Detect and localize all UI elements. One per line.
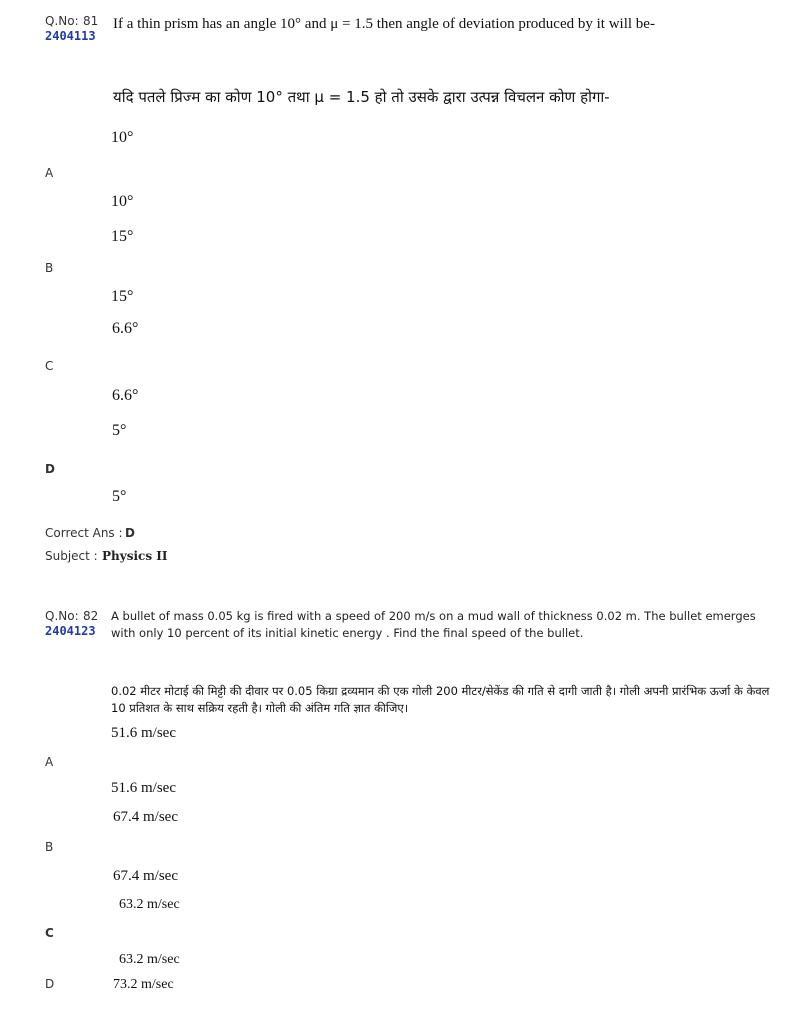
option-c-label: C bbox=[45, 359, 54, 373]
option-b-label: B bbox=[45, 840, 54, 854]
question-text-en: A bullet of mass 0.05 kg is fired with a speed of 200 m/s on a mud wall of thickness 0.02 m. The bullet emerges with only 10 percent of its initial kinetic energy . Find the final speed of the bullet. bbox=[111, 609, 756, 640]
option-c-hi: 63.2 m/sec bbox=[119, 952, 180, 967]
correct-answer-label: Correct Ans : bbox=[45, 526, 123, 540]
question-text-hi: 0.02 मीटर मोटाई की मिट्टी की दीवार पर 0.05 किग्रा द्रव्यमान की एक गोली 200 मीटर/सेकेंड की गति से दागी जाती है। गोली अपनी प्रारंभिक ऊर्जा के केवल 10 प्रतिशत के साथ सक्रिय रहती है। गोली की अंतिम गति ज्ञात कीजिए। bbox=[111, 684, 770, 715]
option-c-hi: 6.6° bbox=[112, 387, 139, 404]
option-d-en: 5° bbox=[112, 422, 127, 439]
qno-label: Q.No: bbox=[45, 14, 79, 28]
option-d-label: D bbox=[45, 977, 55, 991]
option-b-hi: 15° bbox=[111, 288, 134, 305]
option-a-en: 51.6 m/sec bbox=[111, 725, 176, 741]
option-a-label: A bbox=[45, 755, 54, 769]
option-c-en: 6.6° bbox=[112, 320, 139, 337]
question-id: 2404113 bbox=[45, 29, 96, 43]
option-a-hi: 10° bbox=[111, 193, 134, 210]
option-a-label: A bbox=[45, 166, 54, 180]
option-b-label: B bbox=[45, 261, 54, 275]
qno-value: 82 bbox=[83, 609, 99, 623]
option-b-en: 67.4 m/sec bbox=[113, 809, 178, 825]
qno-value: 81 bbox=[83, 14, 99, 28]
option-b-en: 15° bbox=[111, 228, 134, 245]
subject-label: Subject : bbox=[45, 549, 98, 563]
question-text-en: If a thin prism has an angle 10° and μ = 1.5 then angle of deviation produced by it will be- bbox=[113, 16, 655, 32]
option-b-hi: 67.4 m/sec bbox=[113, 868, 178, 884]
option-d-label: D bbox=[45, 462, 55, 476]
option-a-en: 10° bbox=[111, 129, 134, 146]
option-d-en: 73.2 m/sec bbox=[113, 977, 174, 992]
option-a-hi: 51.6 m/sec bbox=[111, 780, 176, 796]
qno-label: Q.No: bbox=[45, 609, 79, 623]
option-c-en: 63.2 m/sec bbox=[119, 897, 180, 912]
correct-answer-value: D bbox=[125, 526, 135, 540]
option-d-hi: 5° bbox=[112, 488, 127, 505]
option-c-label: C bbox=[45, 926, 54, 940]
question-text-hi: यदि पतले प्रिज्म का कोण 10° तथा μ = 1.5 हो तो उसके द्वारा उत्पन्न विचलन कोण होगा- bbox=[113, 88, 610, 106]
subject-value: Physics II bbox=[102, 549, 168, 563]
question-id: 2404123 bbox=[45, 624, 96, 638]
